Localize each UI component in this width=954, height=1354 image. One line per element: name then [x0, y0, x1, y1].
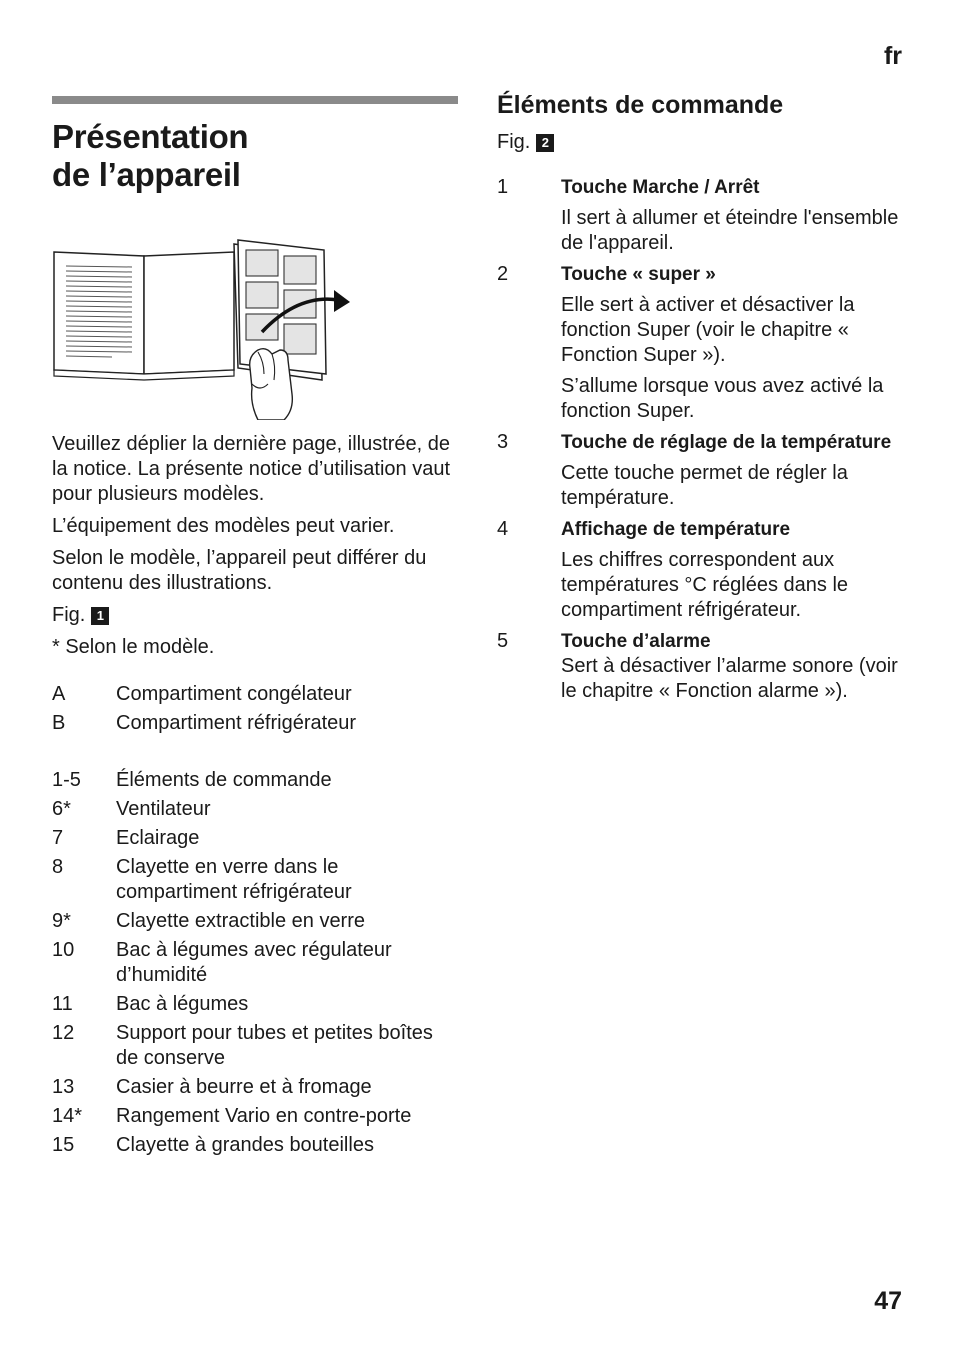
intro-paragraph: Veuillez déplier la dernière page, illustrée, de la notice. La présente notice d’utilisation vaut pour plusieurs modèles.: [52, 433, 451, 505]
page-number: 47: [874, 1287, 902, 1315]
figure-reference: [52, 603, 458, 628]
item-text: Eclairage: [116, 827, 200, 849]
item-text: Clayette à grandes bouteilles: [116, 1134, 374, 1156]
list-item: [497, 517, 902, 623]
list-item: [52, 1104, 458, 1129]
item-key: 12: [52, 1022, 75, 1044]
item-key: 3: [497, 431, 509, 453]
list-item: [52, 1133, 458, 1158]
section-rule: [52, 96, 458, 104]
item-text: Bac à légumes avec régulateur d’humidité: [116, 939, 392, 986]
list-item: [52, 855, 458, 905]
list-item: [497, 629, 902, 704]
item-key: 1-5: [52, 769, 81, 791]
model-paragraph: Selon le modèle, l’appareil peut différer du contenu des illustrations.: [52, 547, 427, 594]
item-text: Casier à beurre et à fromage: [116, 1076, 372, 1098]
item-description: Les chiffres correspondent aux températures °C réglées dans le compartiment réfrigérateur.: [561, 549, 849, 621]
item-key: B: [52, 712, 66, 734]
item-key: 14*: [52, 1105, 83, 1127]
page-title: [52, 118, 458, 194]
model-note: * Selon le modèle.: [52, 636, 215, 658]
title-line-1: Présentation: [52, 118, 249, 155]
item-text: Éléments de commande: [116, 769, 332, 791]
item-text: Ventilateur: [116, 798, 211, 820]
equipment-paragraph: L’équipement des modèles peut varier.: [52, 515, 395, 537]
item-text: Compartiment réfrigérateur: [116, 712, 357, 734]
item-text: Compartiment congélateur: [116, 683, 352, 705]
item-key: 7: [52, 827, 64, 849]
item-key: 15: [52, 1134, 75, 1156]
list-item: [52, 711, 458, 736]
item-key: 10: [52, 939, 75, 961]
item-description: Elle sert à activer et désactiver la fonction Super (voir le chapitre « Fonction Super »).: [561, 294, 855, 366]
list-item: [52, 797, 458, 822]
fig-number-badge: 1: [91, 607, 109, 625]
item-description: Cette touche permet de régler la température.: [561, 462, 848, 509]
fig-label: Fig.: [497, 131, 531, 153]
figure-reference: [497, 130, 902, 155]
item-key: 9*: [52, 910, 71, 932]
item-heading: Touche de réglage de la température: [561, 432, 892, 453]
list-item: [52, 682, 458, 707]
item-text: Clayette extractible en verre: [116, 910, 366, 932]
item-heading: Touche Marche / Arrêt: [561, 177, 760, 198]
fig-number-badge: 2: [536, 134, 554, 152]
item-heading: Touche « super »: [561, 264, 716, 285]
item-key: A: [52, 683, 66, 705]
item-key: 5: [497, 630, 509, 652]
right-column: [497, 90, 902, 710]
item-key: 4: [497, 518, 509, 540]
item-description: Il sert à allumer et éteindre l'ensemble de l'appareil.: [561, 207, 899, 254]
item-key: 1: [497, 176, 509, 198]
unfold-manual-illustration: [52, 234, 352, 420]
item-heading: Touche d’alarme: [561, 631, 711, 652]
item-description: Sert à désactiver l’alarme sonore (voir le chapitre « Fonction alarme »).: [561, 655, 898, 702]
item-text: Rangement Vario en contre-porte: [116, 1105, 412, 1127]
controls-list: [497, 175, 902, 704]
list-item: [52, 826, 458, 851]
item-key: 8: [52, 856, 64, 878]
left-column: [52, 96, 458, 1162]
fig-label: Fig.: [52, 604, 86, 626]
list-item: [497, 430, 902, 511]
item-heading: Affichage de température: [561, 519, 791, 540]
item-description: S’allume lorsque vous avez activé la fonction Super.: [561, 375, 884, 422]
list-item: [52, 1075, 458, 1100]
title-line-2: de l’appareil: [52, 156, 241, 193]
list-item: [497, 175, 902, 256]
section-subtitle: Éléments de commande: [497, 91, 784, 119]
list-item: [52, 909, 458, 934]
parts-list: [52, 682, 458, 1158]
item-key: 13: [52, 1076, 75, 1098]
item-text: Support pour tubes et petites boîtes de conserve: [116, 1022, 433, 1069]
item-text: Bac à légumes: [116, 993, 249, 1015]
list-item: [52, 938, 458, 988]
list-item: [52, 992, 458, 1017]
item-text: Clayette en verre dans le compartiment réfrigérateur: [116, 856, 352, 903]
list-item: [497, 262, 902, 424]
item-key: 6*: [52, 798, 71, 820]
list-item: [52, 768, 458, 793]
list-item: [52, 1021, 458, 1071]
item-key: 11: [52, 993, 73, 1015]
item-key: 2: [497, 263, 509, 285]
language-code: fr: [883, 42, 902, 70]
